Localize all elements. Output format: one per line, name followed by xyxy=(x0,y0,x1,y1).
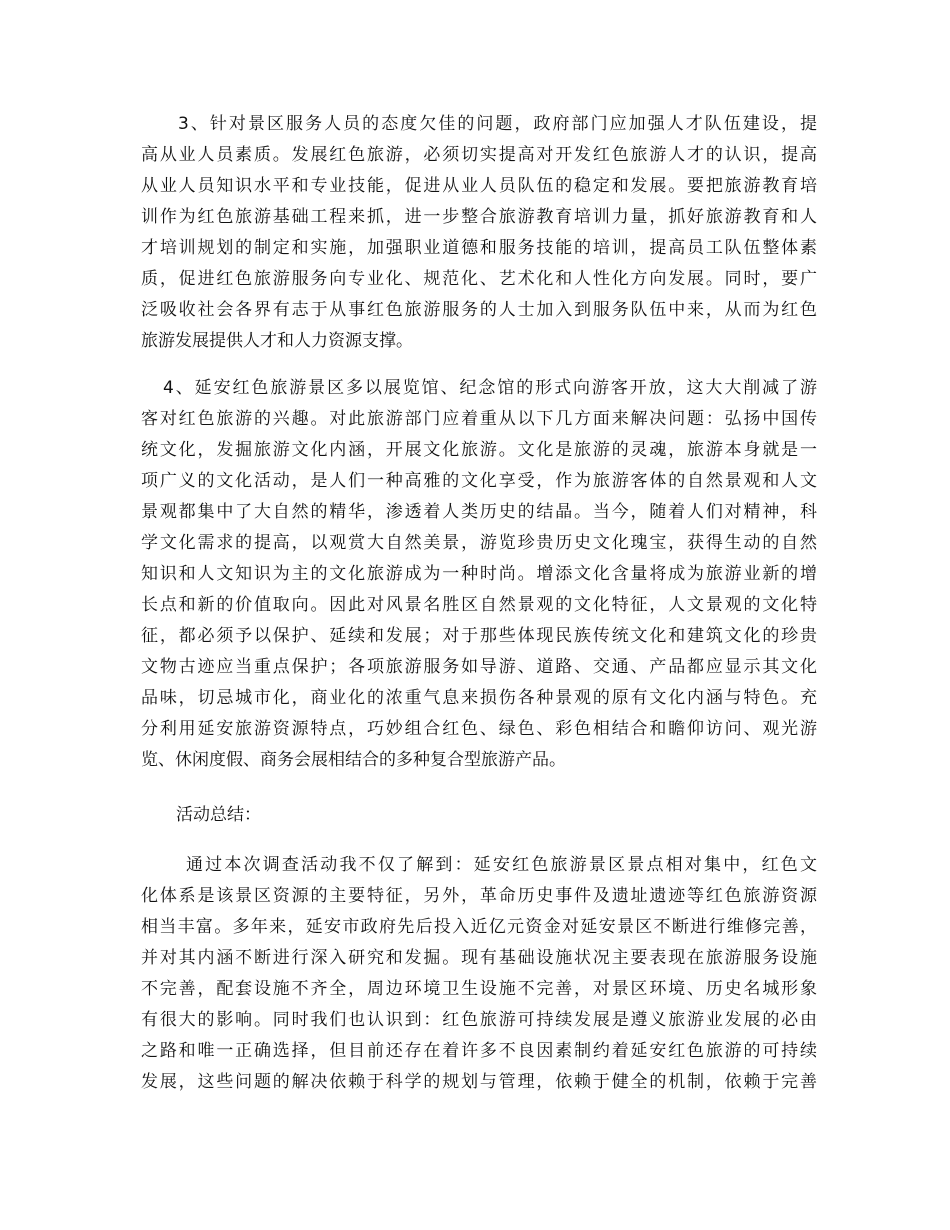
paragraph-4 xyxy=(141,373,817,776)
paragraph-line: 学文化需求的提高，以观赏大自然美景，游览珍贵历史文化瑰宝，获得生动的自然 xyxy=(141,533,817,553)
paragraph-line: 文物古迹应当重点保护；各项旅游服务如导游、道路、交通、产品都应显示其文化 xyxy=(141,657,817,677)
summary-heading: 活动总结： xyxy=(176,805,261,825)
paragraph-line: 化体系是该景区资源的主要特征，另外，革命历史事件及遗址遗迹等红色旅游资源 xyxy=(141,886,817,906)
paragraph-line: 训作为红色旅游基础工程来抓，进一步整合旅游教育培训力量，抓好旅游教育和人 xyxy=(141,207,817,227)
summary-paragraph xyxy=(141,850,817,1098)
paragraph-line: 览、休闲度假、商务会展相结合的多种复合型旅游产品。 xyxy=(141,750,566,770)
paragraph-line: 景观都集中了大自然的精华，渗透着人类历史的结晶。当今，随着人们对精神，科 xyxy=(141,502,817,522)
paragraph-line: 项广义的文化活动，是人们一种高雅的文化享受，作为旅游客体的自然景观和人文 xyxy=(141,471,817,491)
paragraph-line: 分利用延安旅游资源特点，巧妙组合红色、绿色、彩色相结合和瞻仰访问、观光游 xyxy=(141,719,817,739)
paragraph-line: 征，都必须予以保护、延续和发展；对于那些体现民族传统文化和建筑文化的珍贵 xyxy=(141,626,817,646)
paragraph-3 xyxy=(141,109,817,357)
paragraph-line: 旅游发展提供人才和人力资源支撑。 xyxy=(141,331,413,351)
paragraph-line: 4、延安红色旅游景区多以展览馆、纪念馆的形式向游客开放，这大大削减了游 xyxy=(163,378,817,398)
paragraph-line: 统文化，发掘旅游文化内涵，开展文化旅游。文化是旅游的灵魂，旅游本身就是一 xyxy=(141,440,817,460)
paragraph-line: 通过本次调查活动我不仅了解到：延安红色旅游景区景点相对集中，红色文 xyxy=(186,855,817,875)
paragraph-line: 品味，切忌城市化，商业化的浓重气息来损伤各种景观的原有文化内涵与特色。充 xyxy=(141,688,817,708)
paragraph-line: 3、针对景区服务人员的态度欠佳的问题，政府部门应加强人才队伍建设，提 xyxy=(178,114,817,134)
paragraph-line: 从业人员知识水平和专业技能，促进从业人员队伍的稳定和发展。要把旅游教育培 xyxy=(141,176,817,196)
paragraph-line: 长点和新的价值取向。因此对风景名胜区自然景观的文化特征，人文景观的文化特 xyxy=(141,595,817,615)
paragraph-line: 知识和人文知识为主的文化旅游成为一种时尚。增添文化含量将成为旅游业新的增 xyxy=(141,564,817,584)
paragraph-line: 发展，这些问题的解决依赖于科学的规划与管理，依赖于健全的机制，依赖于完善 xyxy=(141,1072,817,1092)
paragraph-line: 不完善，配套设施不齐全，周边环境卫生设施不完善，对景区环境、历史名城形象 xyxy=(141,979,817,999)
paragraph-line: 之路和唯一正确选择，但目前还存在着许多不良因素制约着延安红色旅游的可持续 xyxy=(141,1041,817,1061)
paragraph-line: 有很大的影响。同时我们也认识到：红色旅游可持续发展是遵义旅游业发展的必由 xyxy=(141,1010,817,1030)
paragraph-line: 相当丰富。多年来，延安市政府先后投入近亿元资金对延安景区不断进行维修完善， xyxy=(141,917,817,937)
paragraph-line: 泛吸收社会各界有志于从事红色旅游服务的人士加入到服务队伍中来，从而为红色 xyxy=(141,300,817,320)
paragraph-line: 高从业人员素质。发展红色旅游，必须切实提高对开发红色旅游人才的认识，提高 xyxy=(141,145,817,165)
paragraph-line: 客对红色旅游的兴趣。对此旅游部门应着重从以下几方面来解决问题：弘扬中国传 xyxy=(141,409,817,429)
paragraph-line: 才培训规划的制定和实施，加强职业道德和服务技能的培训，提高员工队伍整体素 xyxy=(141,238,817,258)
paragraph-line: 并对其内涵不断进行深入研究和发掘。现有基础设施状况主要表现在旅游服务设施 xyxy=(141,948,817,968)
paragraph-line: 质，促进红色旅游服务向专业化、规范化、艺术化和人性化方向发展。同时，要广 xyxy=(141,269,817,289)
